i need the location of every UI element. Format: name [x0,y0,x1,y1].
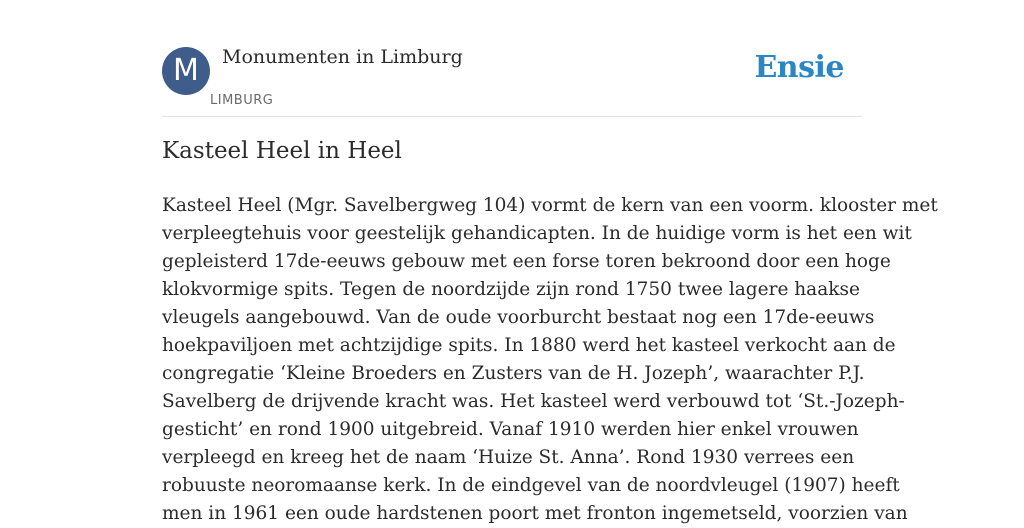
source-header [162,44,862,117]
article-line: gesticht’ en rond 1900 uitgebreid. Vanaf 1910 werden hier enkel vrouwen [162,419,859,440]
article-line: klokvormige spits. Tegen de noordzijde zijn rond 1750 twee lagere haakse [162,279,860,300]
article-line: verpleegtehuis voor geestelijk gehandicapten. In de huidige vorm is het een wit [162,223,912,244]
article-body [162,192,938,528]
ensie-logo[interactable]: Ensie [754,50,844,85]
article-line: hoekpaviljoen met achtzijdige spits. In 1880 werd het kasteel verkocht aan de [162,335,896,356]
article-line: Kasteel Heel (Mgr. Savelbergweg 104) vormt de kern van een voorm. klooster met [162,195,938,216]
avatar[interactable]: M [162,47,210,95]
article-line: congregatie ‘Kleine Broeders en Zusters van de H. Jozeph’, waarachter P.J. [162,363,865,384]
article-title: Kasteel Heel in Heel [162,138,402,164]
article-line: gepleisterd 17de-eeuws gebouw met een forse toren bekroond door een hoge [162,251,891,272]
article-line: men in 1961 een oude hardstenen poort met fronton ingemetseld, voorzien van [162,503,908,524]
article-line: verpleegd en kreeg het de naam ‘Huize St. Anna’. Rond 1930 verrees een [162,447,855,468]
source-category-link[interactable]: LIMBURG [210,93,274,108]
source-title-link[interactable]: Monumenten in Limburg [222,46,463,68]
article-line: robuuste neoromaanse kerk. In de eindgevel van de noordvleugel (1907) heeft [162,475,900,496]
article-line: Savelberg de drijvende kracht was. Het kasteel werd verbouwd tot ‘St.-Jozeph- [162,391,905,412]
article-line: vleugels aangebouwd. Van de oude voorburcht bestaat nog een 17de-eeuws [162,307,875,328]
